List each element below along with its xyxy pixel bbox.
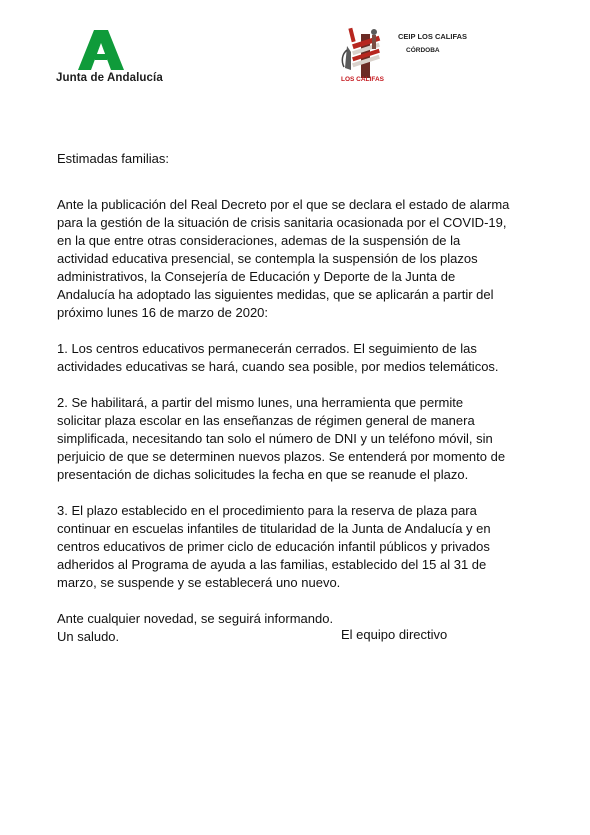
letter-point-2: 2. Se habilitará, a partir del mismo lunes, una herramienta que permite solicitar plaza escolar en las enseñanzas de régimen general de manera simplificada, necesitando tan solo el número de DNI y un teléfono móvil, sin perjuicio de que se determinen nuevos plazos. Se entenderá por momento de presentación de dichas solicitudes la fecha en que se reanude el plazo. xyxy=(57,395,506,482)
letter-greeting: Estimadas familias: xyxy=(57,151,169,166)
letter-intro: Ante la publicación del Real Decreto por el que se declara el estado de alarma para la gestión de la situación de crisis sanitaria ocasionada por el COVID-19, en la que entre otras consideraciones, ademas de la suspensión de la actividad educativa presencial, se contempla la suspensión de los plazos administrativos, la Consejería de Educación y Deporte de la Junta de Andalucía ha adoptado las siguientes medidas, que se aplicarán a partir del próximo lunes 16 de marzo de 2020: xyxy=(57,197,510,320)
school-emblem-icon xyxy=(338,24,392,80)
junta-andalucia-a-icon xyxy=(78,30,124,70)
junta-andalucia-logo-text: Junta de Andalucía xyxy=(56,72,163,84)
letter-point-3: 3. El plazo establecido en el procedimiento para la reserva de plaza para continuar en escuelas infantiles de titularidad de la Junta de Andalucía y en centros educativos de primer ciclo de educación infantil públicos y privados adheridos al Programa de ayuda a las familias, establecido del 15 al 31 de marzo, se suspende y se establecerá uno nuevo. xyxy=(57,503,491,590)
junta-andalucia-logo xyxy=(56,30,163,90)
letter-signature: El equipo directivo xyxy=(341,627,448,642)
letter-body xyxy=(57,150,527,646)
school-logo-text: LOS CALIFAS xyxy=(341,76,384,83)
school-city: CÓRDOBA xyxy=(406,47,440,54)
letter-point-1: 1. Los centros educativos permanecerán cerrados. El seguimiento de las actividades educativas se hará, cuando sea posible, por medios telemáticos. xyxy=(57,341,499,374)
school-logo xyxy=(338,24,392,88)
school-name: CEIP LOS CALIFAS xyxy=(398,32,468,41)
letter-closing: Ante cualquier novedad, se seguirá informando. Un saludo. xyxy=(57,611,334,644)
